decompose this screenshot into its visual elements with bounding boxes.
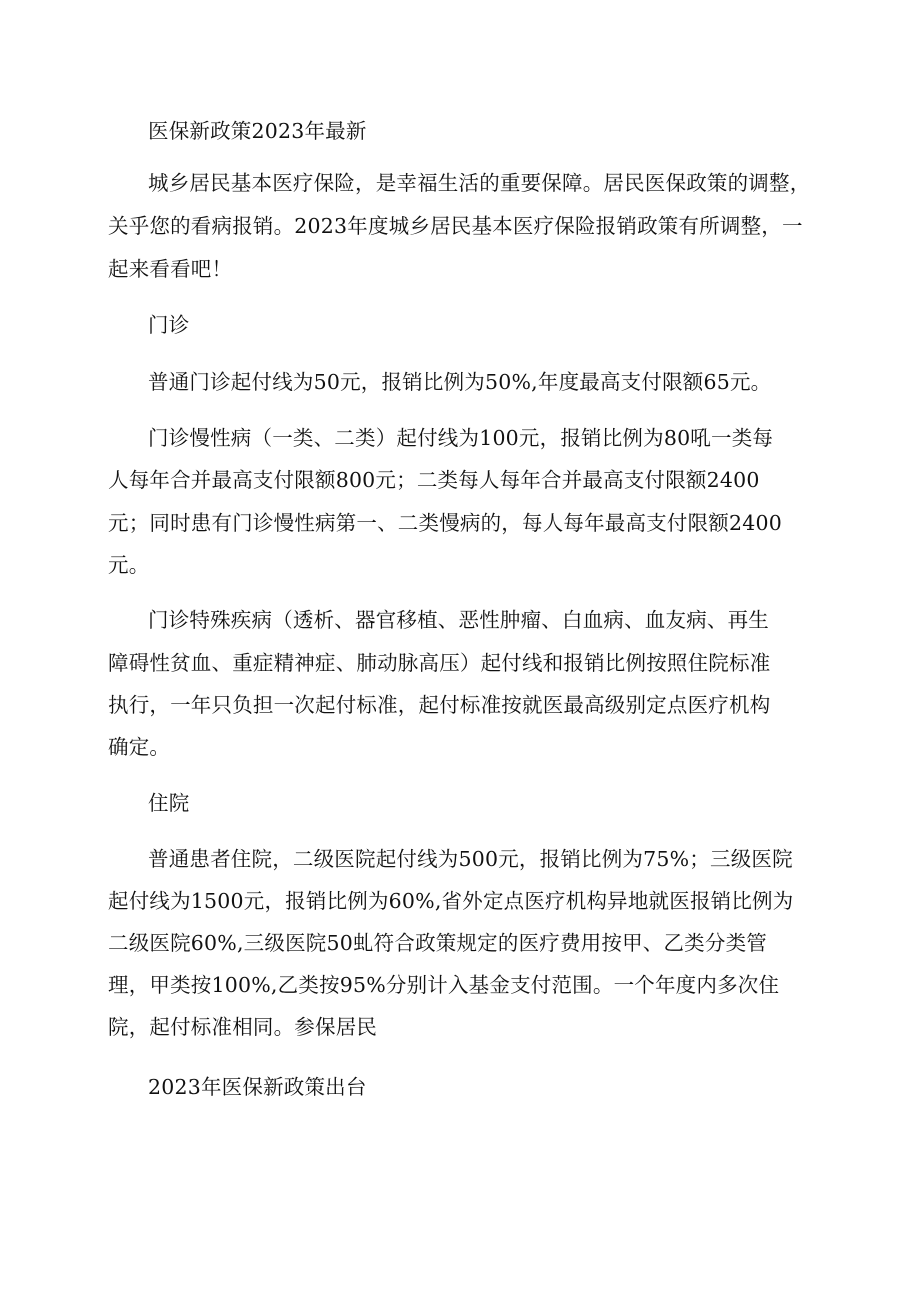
outpatient-chronic-line-2: 人每年合并最高支付限额800元；二类每人每年合并最高支付限额2400: [108, 468, 760, 492]
intro-line-2: 关乎您的看病报销。2023年度城乡居民基本医疗保险报销政策有所调整，一: [108, 214, 803, 238]
outpatient-special-line-3: 执行，一年只负担一次起付标准，起付标准按就医最高级别定点医疗机构: [108, 693, 771, 717]
inpatient-line-1: 普通患者住院，二级医院起付线为500元，报销比例为75%；三级医院: [148, 847, 793, 871]
outpatient-special-line-2: 障碍性贫血、重症精神症、肺动脉高压）起付线和报销比例按照住院标准: [108, 651, 771, 675]
outpatient-chronic-line-1: 门诊慢性病（一类、二类）起付线为100元，报销比例为80吼一类每: [148, 426, 774, 450]
outpatient-general-paragraph: 普通门诊起付线为50元，报销比例为50%,年度最高支付限额65元。: [148, 370, 772, 394]
outpatient-special-line-4: 确定。: [108, 735, 171, 759]
section-heading-inpatient: 住院: [148, 791, 190, 815]
outpatient-chronic-line-4: 元。: [108, 553, 150, 577]
document-title: 医保新政策2023年最新: [148, 119, 367, 143]
inpatient-line-4: 理，甲类按100%,乙类按95%分别计入基金支付范围。一个年度内多次住: [108, 973, 780, 997]
inpatient-line-5: 院，起付标准相同。参保居民: [108, 1015, 378, 1039]
intro-line-1: 城乡居民基本医疗保险，是幸福生活的重要保障。居民医保政策的调整，: [148, 171, 811, 195]
outpatient-special-line-1: 门诊特殊疾病（透析、器官移植、恶性肿瘤、白血病、血友病、再生: [148, 608, 769, 632]
section-heading-outpatient: 门诊: [148, 313, 190, 337]
inpatient-line-3: 二级医院60%,三级医院50虬符合政策规定的医疗费用按甲、乙类分类管: [108, 931, 767, 955]
inpatient-line-2: 起付线为1500元，报销比例为60%,省外定点医疗机构异地就医报销比例为: [108, 889, 794, 913]
intro-line-3: 起来看看吧！: [108, 257, 233, 281]
section-heading-new-policy: 2023年医保新政策出台: [148, 1075, 367, 1099]
outpatient-chronic-line-3: 元；同时患有门诊慢性病第一、二类慢病的，每人每年最高支付限额2400: [108, 511, 782, 535]
